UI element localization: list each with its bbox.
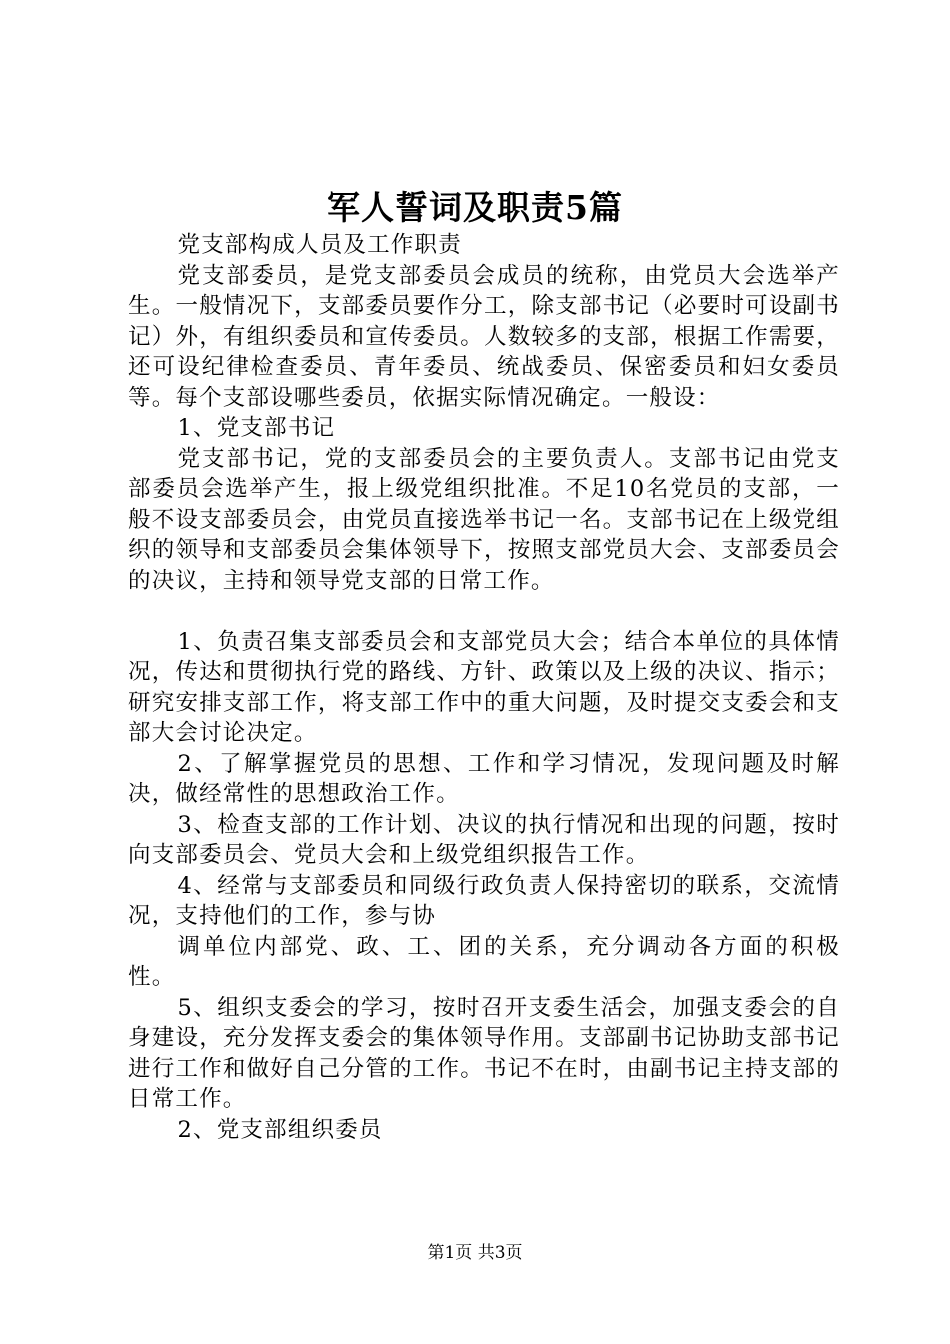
paragraph-duty-5: 5、组织支委会的学习，按时召开支委生活会，加强支委会的自身建设，充分发挥支委会的集体领导作用。支部副书记协助支部书记进行工作和做好自己分管的工作。书记不在时，由副书记主持支部的日常工作。 <box>128 994 840 1112</box>
paragraph-duty-1: 1、负责召集支部委员会和支部党员大会；结合本单位的具体情况，传达和贯彻执行党的路线、方针、政策以及上级的决议、指示；研究安排支部工作，将支部工作中的重大问题，及时提交支委会和支部大会讨论决定。 <box>128 628 840 746</box>
paragraph-secretary-desc: 党支部书记，党的支部委员会的主要负责人。支部书记由党支部委员会选举产生，报上级党组织批准。不足10名党员的支部，一般不设支部委员会，由党员直接选举书记一名。支部书记在上级党组织的领导和支部委员会集体领导下，按照支部党员大会、支部委员会的决议，主持和领导党支部的日常工作。 <box>128 445 840 594</box>
paragraph-duty-4: 4、经常与支部委员和同级行政负责人保持密切的联系，交流情况，支持他们的工作，参与协 <box>128 872 840 929</box>
paragraph-section-2: 2、党支部组织委员 <box>177 1116 383 1143</box>
paragraph-duty-2: 2、了解掌握党员的思想、工作和学习情况，发现问题及时解决，做经常性的思想政治工作。 <box>128 750 840 807</box>
paragraph-heading: 党支部构成人员及工作职责 <box>177 232 462 258</box>
document-body <box>128 230 840 1145</box>
paragraph-committee-intro: 党支部委员，是党支部委员会成员的统称，由党员大会选举产生。一般情况下，支部委员要作分工，除支部书记（必要时可设副书记）外，有组织委员和宣传委员。人数较多的支部，根据工作需要，还可设纪律检查委员、青年委员、统战委员、保密委员和妇女委员等。每个支部设哪些委员，依据实际情况确定。一般设： <box>128 262 840 411</box>
document-title: 军人誓词及职责5篇 <box>327 188 623 227</box>
paragraph-duty-4-cont: 调单位内部党、政、工、团的关系，充分调动各方面的积极性。 <box>128 933 840 990</box>
paragraph-section-1: 1、党支部书记 <box>177 415 336 441</box>
page-footer: 第1页 共3页 <box>427 1243 523 1263</box>
paragraph-gap <box>128 596 840 627</box>
paragraph-duty-3: 3、检查支部的工作计划、决议的执行情况和出现的问题，按时向支部委员会、党员大会和上级党组织报告工作。 <box>128 811 840 868</box>
